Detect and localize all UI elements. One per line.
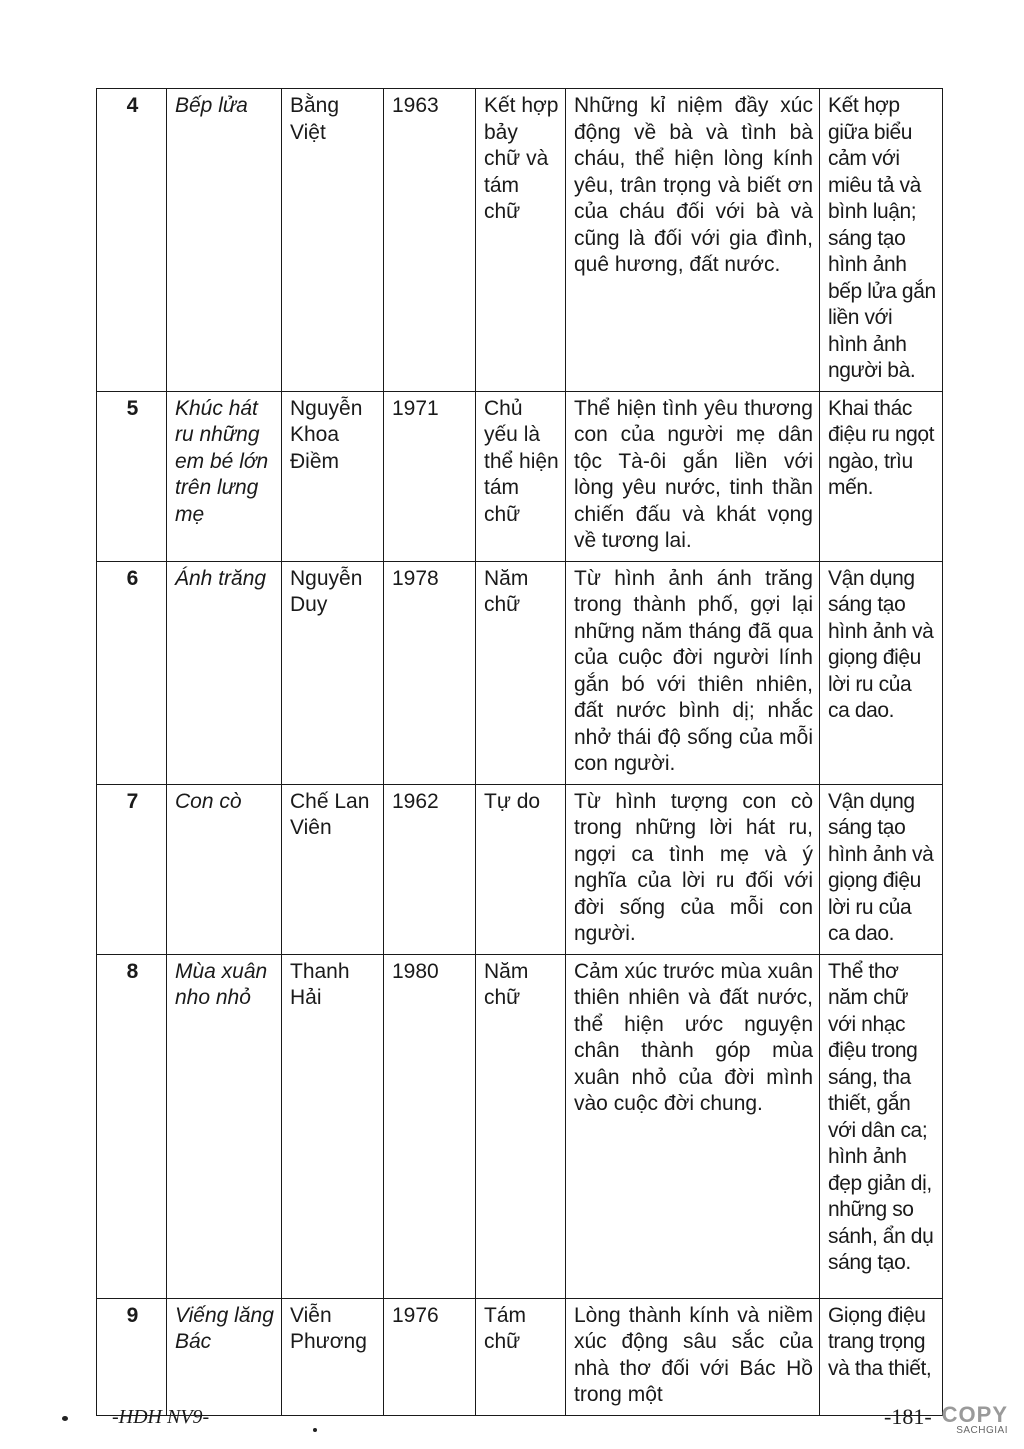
table-row — [97, 1298, 943, 1415]
row-number: 4 — [97, 89, 167, 392]
poem-title: Khúc hát ru những em bé lớn trên lưng mẹ — [167, 391, 282, 561]
row-number: 7 — [97, 784, 167, 954]
poem-year: 1978 — [384, 561, 476, 784]
poem-author: Nguyễn Duy — [282, 561, 384, 784]
poem-author: Viễn Phương — [282, 1298, 384, 1415]
poem-form: Năm chữ — [476, 561, 566, 784]
poem-year: 1963 — [384, 89, 476, 392]
poem-title: Viếng lăng Bác — [167, 1298, 282, 1415]
poem-art: Khai thác điệu ru ngọt ngào, trìu mến. — [820, 391, 943, 561]
poem-title: Bếp lửa — [167, 89, 282, 392]
poem-title: Mùa xuân nho nhỏ — [167, 954, 282, 1298]
watermark-line2: SACHGIAI — [956, 1425, 1008, 1436]
poem-content: Lòng thành kính và niềm xúc động sâu sắc của nhà thơ đối với Bác Hồ trong một — [566, 1298, 820, 1415]
poem-art: Thể thơ năm chữ với nhạc điệu trong sáng, tha thiết, gắn với dân ca; hình ảnh đẹp giản dị, những so sánh, ẩn dụ sáng tạo. — [820, 954, 943, 1298]
table-row — [97, 561, 943, 784]
poem-author: Thanh Hải — [282, 954, 384, 1298]
scan-dot — [313, 1428, 317, 1432]
poem-art: Vận dụng sáng tạo hình ảnh và giọng điệu lời ru của ca dao. — [820, 561, 943, 784]
poem-author: Nguyễn Khoa Điềm — [282, 391, 384, 561]
scan-dot — [62, 1416, 68, 1421]
poem-content: Thể hiện tình yêu thương con của người mẹ dân tộc Tà-ôi gắn liền với lòng yêu nước, tinh thần chiến đấu và khát vọng về tương lai. — [566, 391, 820, 561]
table-row — [97, 391, 943, 561]
poem-year: 1976 — [384, 1298, 476, 1415]
table-row — [97, 954, 943, 1298]
poems-table — [96, 88, 943, 1416]
poem-title: Ánh trăng — [167, 561, 282, 784]
watermark-logo — [942, 1404, 1008, 1436]
watermark-line1: COPY — [941, 1402, 1008, 1427]
poem-art: Kết hợp giữa biểu cảm với miêu tả và bình luận; sáng tạo hình ảnh bếp lửa gắn liền với hình ảnh người bà. — [820, 89, 943, 392]
poem-art: Vận dụng sáng tạo hình ảnh và giọng điệu lời ru của ca dao. — [820, 784, 943, 954]
table-row — [97, 89, 943, 392]
poem-form: Tự do — [476, 784, 566, 954]
poem-content: Những kỉ niệm đầy xúc động về bà và tình bà cháu, thể hiện lòng kính yêu, trân trọng và biết ơn của cháu đối với bà và cũng là đối với gia đình, quê hương, đất nước. — [566, 89, 820, 392]
table-row — [97, 784, 943, 954]
poem-form: Năm chữ — [476, 954, 566, 1298]
poem-form: Tám chữ — [476, 1298, 566, 1415]
poem-author: Chế Lan Viên — [282, 784, 384, 954]
poem-title: Con cò — [167, 784, 282, 954]
poem-content: Từ hình ảnh ánh trăng trong thành phố, gợi lại những năm tháng đã qua của cuộc đời người lính gắn bó với thiên nhiên, đất nước bình dị; nhắc nhở thái độ sống của mỗi con người. — [566, 561, 820, 784]
row-number: 8 — [97, 954, 167, 1298]
poem-content: Cảm xúc trước mùa xuân thiên nhiên và đất nước, thể hiện ước nguyện chân thành góp mùa xuân nhỏ của đời mình vào cuộc đời chung. — [566, 954, 820, 1298]
row-number: 5 — [97, 391, 167, 561]
poem-content: Từ hình tượng con cò trong những lời hát ru, ngợi ca tình mẹ và ý nghĩa của lời ru đối với đời sống của mỗi con người. — [566, 784, 820, 954]
document-code: -HDH NV9- — [112, 1406, 210, 1428]
poem-year: 1962 — [384, 784, 476, 954]
row-number: 9 — [97, 1298, 167, 1415]
poem-author: Bằng Việt — [282, 89, 384, 392]
poem-year: 1980 — [384, 954, 476, 1298]
poem-form: Chủ yếu là thể hiện tám chữ — [476, 391, 566, 561]
poem-year: 1971 — [384, 391, 476, 561]
poem-art: Giọng điệu trang trọng và tha thiết, — [820, 1298, 943, 1415]
page-number: -181- — [884, 1404, 932, 1429]
poem-form: Kết hợp bảy chữ và tám chữ — [476, 89, 566, 392]
row-number: 6 — [97, 561, 167, 784]
